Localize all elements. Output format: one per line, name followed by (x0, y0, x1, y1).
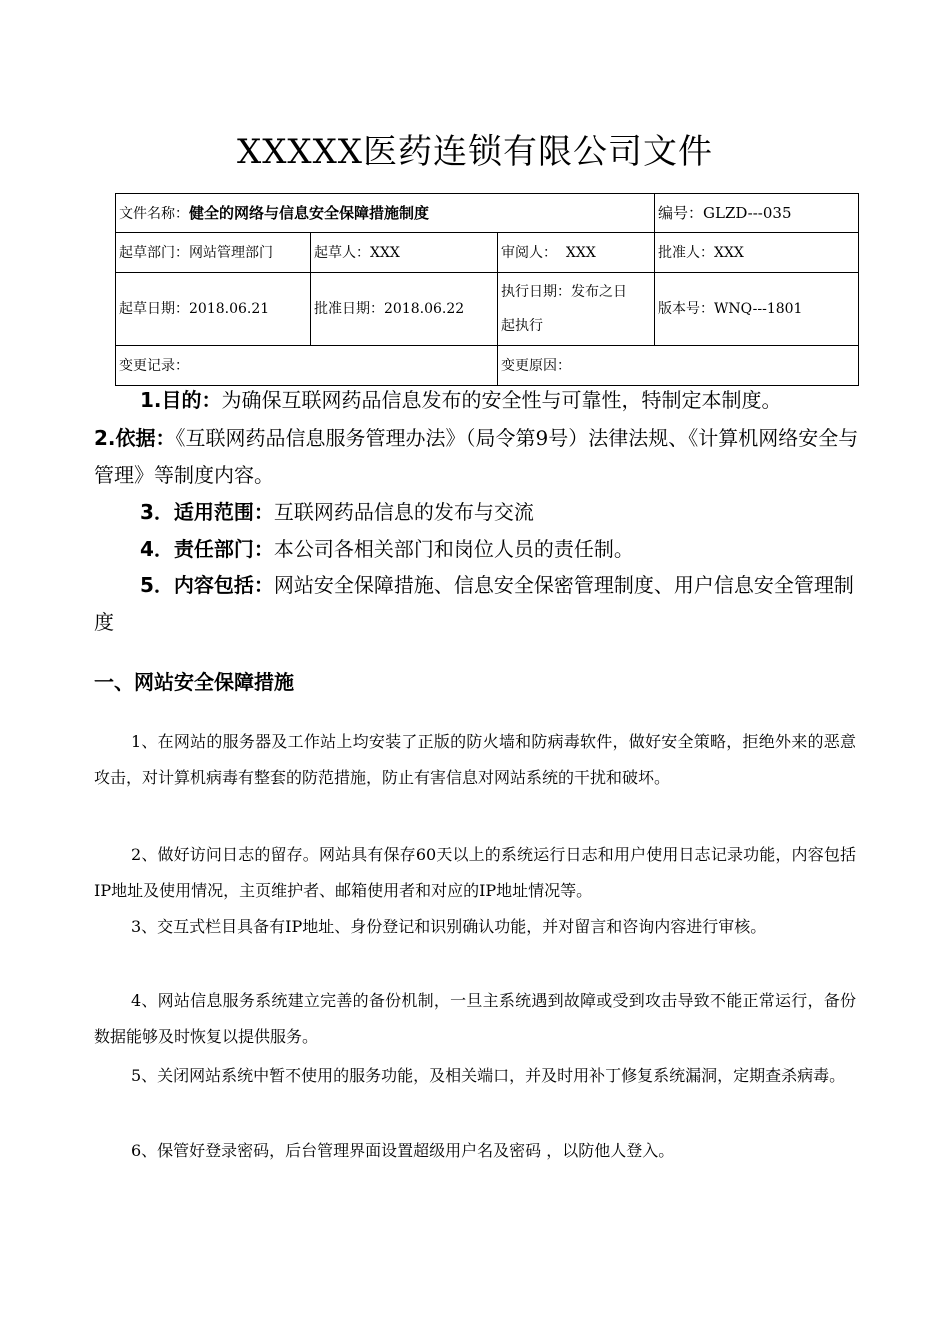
meta-row-file (116, 194, 859, 233)
list-item: 5、关闭网站系统中暂不使用的服务功能，及相关端口，并及时用补丁修复系统漏洞，定期查杀病毒。 (131, 1066, 846, 1085)
purpose-label: 1.目的： (140, 388, 222, 412)
document-title: XXXXX医药连锁有限公司文件 (236, 132, 714, 172)
exec-date (498, 273, 655, 346)
basis-text: 《互联网药品信息服务管理办法》（局令第9号）法律法规、《计算机网络安全与管理》等制度内容。 (94, 426, 859, 487)
list-item: 4、网站信息服务系统建立完善的备份机制，一旦主系统遇到故障或受到攻击导致不能正常运行，备份数据能够及时恢复以提供服务。 (94, 991, 856, 1046)
purpose-text: 为确保互联网药品信息发布的安全性与可靠性，特制定本制度。 (221, 388, 782, 412)
basis-label: 2.依据： (94, 426, 176, 450)
section-heading: 一、网站安全保障措施 (94, 670, 294, 694)
list-item: 3、交互式栏目具备有IP地址、身份登记和识别确认功能，并对留言和咨询内容进行审核。 (131, 917, 767, 936)
scope-label: 3．适用范围： (140, 500, 274, 524)
file-name: 健全的网络与信息安全保障措施制度 (189, 203, 430, 222)
draft-date: 起草日期：2018.06.21 (116, 273, 311, 346)
basis-line (94, 420, 862, 494)
meta-row-people (116, 233, 859, 273)
purpose-line (94, 382, 862, 419)
approver: 批准人：XXX (655, 233, 859, 273)
dept-text: 本公司各相关部门和岗位人员的责任制。 (273, 537, 634, 561)
dept-label: 4．责任部门： (140, 537, 274, 561)
approve-date: 批准日期：2018.06.22 (311, 273, 498, 346)
content-label: 5．内容包括： (140, 573, 274, 597)
exec-date-line1: 执行日期：发布之日 (501, 284, 627, 300)
exec-date-line2: 起执行 (501, 318, 543, 334)
scope-text: 互联网药品信息的发布与交流 (273, 500, 534, 524)
change-reason: 变更原因： (498, 346, 859, 386)
version: 版本号：WNQ---1801 (655, 273, 859, 346)
meta-row-dates (116, 273, 859, 346)
file-number: 编号：GLZD---035 (655, 194, 859, 233)
scope-line (94, 494, 862, 531)
content-line (94, 567, 862, 641)
meta-row-changes (116, 346, 859, 386)
document-meta-table (115, 193, 859, 386)
drafter: 起草人：XXX (311, 233, 498, 273)
draft-dept: 起草部门：网站管理部门 (116, 233, 311, 273)
dept-line (94, 531, 862, 568)
list-item: 6、保管好登录密码，后台管理界面设置超级用户名及密码 ，以防他人登入。 (131, 1141, 675, 1160)
list-item: 1、在网站的服务器及工作站上均安装了正版的防火墙和防病毒软件，做好安全策略，拒绝外来的恶意攻击，对计算机病毒有整套的防范措施，防止有害信息对网站系统的干扰和破坏。 (94, 732, 856, 787)
content-text: 网站安全保障措施、信息安全保密管理制度、用户信息安全管理制度 (94, 573, 854, 634)
file-name-label: 文件名称： (119, 205, 189, 222)
file-name-cell (116, 194, 655, 233)
change-record: 变更记录： (116, 346, 498, 386)
list-item: 2、做好访问日志的留存。网站具有保存60天以上的系统运行日志和用户使用日志记录功能，内容包括IP地址及使用情况，主页维护者、邮箱使用者和对应的IP地址情况等。 (94, 845, 856, 900)
reviewer: 审阅人： XXX (498, 233, 655, 273)
